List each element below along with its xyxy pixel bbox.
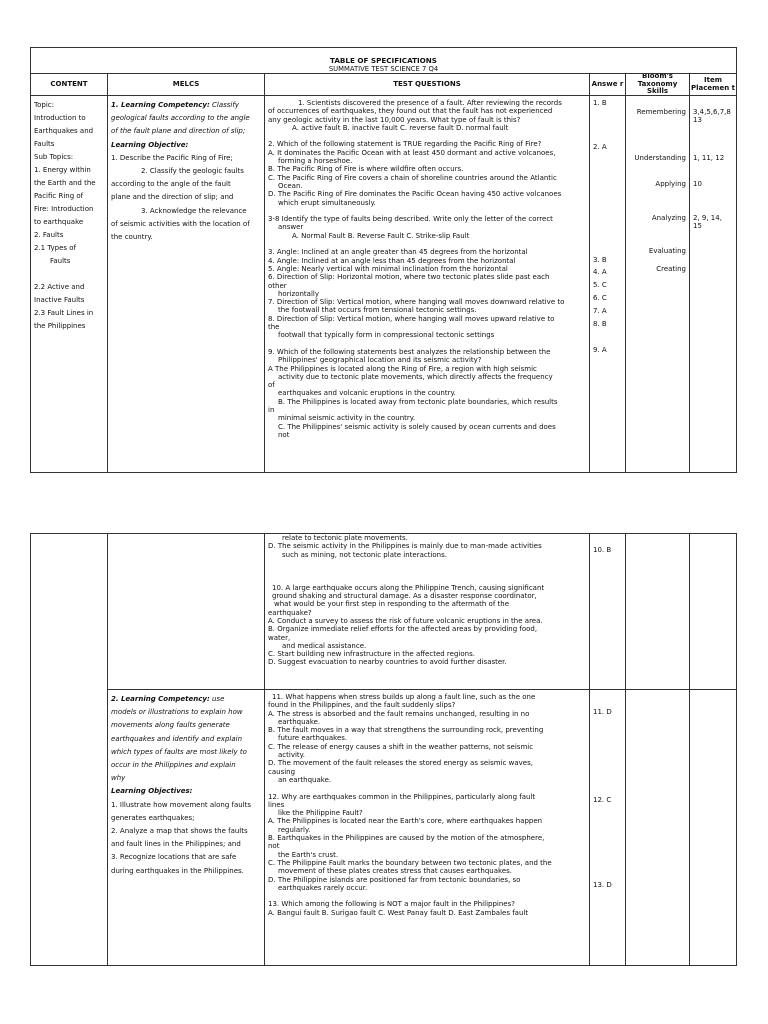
question-line: B. Earthquakes in the Philippines are caused by the motion of the atmosphere, (268, 834, 545, 843)
objective-text: of seismic activities with the location of (111, 219, 250, 228)
table-title (31, 48, 736, 74)
content-line: Inactive Faults (34, 296, 85, 304)
question-line: earthquake? (268, 608, 312, 617)
subtitle-text: SUMMATIVE TEST SCIENCE 7 Q4 (328, 65, 439, 73)
question-line: A. active fault B. inactive fault C. reverse fault D. normal fault (292, 123, 509, 132)
melcs-column-p2 (108, 534, 265, 965)
content-line: 2. Faults (34, 231, 64, 239)
answer-3: 3. B (593, 256, 607, 264)
answer-2: 2. A (593, 143, 607, 151)
question-line: and medical assistance. (282, 641, 367, 650)
content-line: the Philippines (34, 322, 86, 330)
content-line: 2.3 Fault Lines in (34, 309, 94, 317)
answer-column (590, 74, 626, 472)
objective-text: according to the angle of the fault (111, 180, 231, 189)
question-line: 1. Scientists discovered the presence of a fault. After reviewing the records (298, 99, 562, 107)
answer-8: 8. B (593, 320, 607, 328)
question-line: of (268, 381, 275, 390)
question-line: B. The Philippines is located away from tectonic plate boundaries, which results (278, 397, 558, 406)
content-line: Fire: Introduction (34, 205, 94, 213)
content-line: Pacific Ring of (34, 192, 84, 200)
question-line: C. Start building new infrastructure in the affected regions. (268, 650, 475, 659)
question-line: 3. Angle: Inclined at an angle greater than 45 degrees from the horizontal (268, 248, 528, 257)
objective-text: 2. Classify the geologic faults (141, 167, 244, 176)
bloom-column-p2 (626, 534, 690, 965)
bloom-understanding: Understanding (634, 154, 686, 162)
question-line: lines (268, 800, 285, 809)
question-line: C. The Philippines' seismic activity is solely caused by ocean currents and does (278, 422, 556, 431)
answer-12: 12. C (593, 796, 612, 804)
objective-text: the country. (111, 233, 153, 242)
question-line: D. The seismic activity in the Philippines is mainly due to man-made activities (268, 542, 542, 551)
objective-text-2: 3. Recognize locations that are safe (111, 853, 237, 862)
competency-text-2: occur in the Philippines and explain (111, 761, 236, 770)
content-line: Faults (50, 257, 71, 265)
question-line: other (268, 281, 287, 290)
question-line: in (268, 405, 275, 414)
question-line: activity. (278, 751, 306, 760)
bloom-creating: Creating (656, 265, 686, 273)
objective-text-2: and fault lines in the Philippines; and (111, 840, 241, 849)
question-line: earthquake. (278, 717, 321, 726)
question-line: regularly. (278, 825, 311, 834)
question-line: footwall that typically form in compressional tectonic settings (278, 331, 495, 340)
question-line: A. The stress is absorbed and the fault remains unchanged, resulting in no (268, 709, 530, 718)
content-column-p2 (31, 534, 108, 965)
objective-text-2: during earthquakes in the Philippines. (111, 866, 244, 875)
question-line: 4. Angle: Inclined at an angle less than 45 degrees from the horizontal (268, 256, 516, 265)
question-line: forming a horseshoe. (278, 157, 353, 166)
question-line: horizontally (278, 289, 320, 298)
question-line: 9. Which of the following statements best analyzes the relationship between the (268, 347, 551, 356)
item-remembering: 3,4,5,6,7,8 13 (693, 108, 731, 125)
objective-text: 3. Acknowledge the relevance (141, 206, 247, 215)
question-line (268, 559, 586, 567)
content-line: Introduction to (34, 114, 86, 122)
item-analyzing: 2, 9, 14, 15 (693, 214, 722, 231)
question-line: the Earth's crust. (278, 850, 339, 859)
question-line (268, 567, 586, 575)
competency-label-2: 2. Learning Competency: (111, 695, 210, 703)
question-line: B. Organize immediate relief efforts for the affected areas by providing food, (268, 625, 538, 634)
content-line: 1. Energy within (34, 166, 91, 174)
question-line (268, 340, 586, 348)
header-melcs: MELCS (108, 74, 264, 96)
question-line: 10. A large earthquake occurs along the Philippine Trench, causing significant (272, 583, 545, 592)
header-bloom: Bloom's Taxonomy Skills (626, 74, 689, 96)
content-line: to earthquake (34, 218, 84, 226)
objective-text: plane and the direction of slip; and (111, 193, 234, 202)
answer-6: 6. C (593, 294, 607, 302)
question-line (268, 892, 586, 900)
question-line: activity due to tectonic plate movements, which directly affects the frequency (278, 372, 553, 381)
item-column-p2 (690, 534, 736, 965)
question-line: not (278, 430, 290, 439)
content-line: 2.2 Active and (34, 283, 85, 291)
melcs-column (108, 74, 265, 472)
content-line (34, 268, 104, 281)
bloom-evaluating: Evaluating (648, 247, 686, 255)
question-line: causing (268, 767, 296, 776)
objective-text: 1. Describe the Pacific Ring of Fire; (111, 153, 233, 162)
answer-7: 7. A (593, 307, 607, 315)
question-line: the (268, 323, 280, 332)
question-line: like the Philippine Fault? (278, 809, 363, 818)
questions-cell-p2b (265, 690, 589, 917)
competency-text-2: earthquakes and identify and explain (111, 734, 243, 743)
question-line (268, 132, 586, 140)
question-line: not (268, 842, 280, 851)
questions-column (265, 74, 590, 472)
question-line: B. The Pacific Ring of Fire is where wildfire often occurs. (268, 165, 464, 174)
competency-text-2: use (209, 695, 225, 703)
title-text: TABLE OF SPECIFICATIONS (330, 56, 437, 65)
question-line: C. The Philippine Fault marks the boundary between two tectonic plates, and the (268, 858, 552, 867)
objective-text-2: 2. Analyze a map that shows the faults (111, 827, 248, 836)
question-line: C. The release of energy causes a shift in the weather patterns, not seismic (268, 742, 534, 751)
question-line: which erupt simultaneously. (278, 198, 376, 207)
answer-13: 13. D (593, 881, 612, 889)
content-line: Sub Topics: (34, 153, 74, 161)
bloom-remembering: Remembering (636, 108, 686, 116)
toc-page-2 (30, 533, 737, 966)
question-line: ground shaking and structural damage. As a disaster response coordinator, (272, 592, 537, 601)
question-line: 3-8 Identify the type of faults being described. Write only the letter of the correct (268, 215, 553, 224)
question-line: D. The movement of the fault releases the stored energy as seismic waves, (268, 759, 533, 768)
question-line (268, 207, 586, 215)
bloom-applying: Applying (655, 180, 686, 188)
question-line (268, 575, 586, 583)
melcs-cell-p2 (108, 690, 264, 878)
question-line: 7. Direction of Slip: Vertical motion, where hanging wall moves downward relative to (268, 298, 565, 307)
question-line: B. The fault moves in a way that strengthens the surrounding rock, preventing (268, 726, 544, 735)
question-line: A. It dominates the Pacific Ocean with at least 450 dormant and active volcanoes, (268, 148, 556, 157)
question-line: answer (278, 223, 304, 232)
question-line (268, 784, 586, 792)
question-line (268, 240, 586, 248)
question-line: earthquakes rarely occur. (278, 883, 368, 892)
question-line: such as mining, not tectonic plate interactions. (282, 550, 447, 559)
competency-text-2: models or illustrations to explain how (111, 708, 243, 717)
melcs-cell (108, 96, 264, 244)
question-line: A The Philippines is located along the Ring of Fire, a region with high seismic (268, 364, 537, 373)
question-line: 12. Why are earthquakes common in the Philippines, particularly along fault (268, 792, 536, 801)
questions-column-p2 (265, 534, 590, 965)
question-line: relate to tectonic plate movements. (282, 534, 408, 542)
competency-text: of the fault plane and direction of slip; (111, 127, 246, 136)
question-line: D. Suggest evacuation to nearby countries to avoid further disaster. (268, 658, 507, 667)
objective-label: Learning Objective: (111, 140, 189, 149)
question-line: Ocean. (278, 181, 303, 190)
answer-cell (590, 96, 625, 354)
question-line: future earthquakes. (278, 734, 348, 743)
question-line: A. The Philippines is located near the Earth's core, where earthquakes happen (268, 817, 543, 826)
content-line: the Earth and the (34, 179, 96, 187)
questions-cell-p2a (265, 534, 589, 667)
competency-text: Classify (209, 101, 239, 109)
question-line: 11. What happens when stress builds up along a fault line, such as the one (272, 693, 536, 701)
question-line: of occurrences of earthquakes, they found out that the fault has not experienced (268, 107, 553, 116)
answer-4: 4. A (593, 268, 607, 276)
competency-text: geological faults according to the angle (111, 114, 250, 123)
question-line: 5. Angle: Nearly vertical with minimal inclination from the horizontal (268, 264, 508, 273)
question-line: 6. Direction of Slip: Horizontal motion, where two tectonic plates slide past each (268, 273, 550, 282)
item-applying: 10 (693, 180, 702, 188)
question-line: Philippines' geographical location and its seismic activity? (278, 356, 482, 365)
question-line: D. The Philippine islands are positioned far from tectonic boundaries, so (268, 875, 521, 884)
objective-text-2: 1. Illustrate how movement along faults (111, 800, 252, 809)
answer-column-p2 (590, 534, 626, 965)
bloom-column (626, 74, 690, 472)
header-content: CONTENT (31, 74, 107, 96)
answer-5: 5. C (593, 281, 607, 289)
question-line: 8. Direction of Slip: Vertical motion, where hanging wall moves upward relative to (268, 314, 555, 323)
header-questions: TEST QUESTIONS (265, 74, 589, 96)
question-line: any geologic activity in the last 10,000 years. What type of fault is this? (268, 115, 521, 124)
question-line: D. The Pacific Ring of Fire dominates the Pacific Ocean having 450 active volcanoes (268, 190, 562, 199)
item-understanding: 1, 11, 12 (693, 154, 725, 162)
content-line: Earthquakes and (34, 127, 94, 135)
objective-text-2: generates earthquakes; (111, 813, 195, 822)
question-line: what would be your first step in responding to the aftermath of the (274, 600, 510, 609)
question-line: earthquakes and volcanic eruptions in the country. (278, 389, 456, 398)
competency-text-2: which types of faults are most likely to (111, 747, 247, 756)
question-line: A. Bangui fault B. Surigao fault C. West Panay fault D. East Zambales fault (268, 908, 529, 917)
content-line: Topic: (34, 101, 54, 109)
competency-label: 1. Learning Competency: (111, 101, 210, 109)
header-answer: Answe r (590, 74, 625, 96)
competency-text-2: movements along faults generate (111, 721, 230, 730)
item-column (690, 74, 736, 472)
answer-9: 9. A (593, 346, 607, 354)
question-line: A. Conduct a survey to assess the risk of future volcanic eruptions in the area. (268, 616, 543, 625)
question-line: minimal seismic activity in the country. (278, 414, 416, 423)
question-line: 2. Which of the following statement is TRUE regarding the Pacific Ring of Fire? (268, 140, 542, 149)
header-item: Item Placemen t (690, 74, 736, 96)
question-line: found in the Philippines, and the fault suddenly slips? (268, 701, 456, 710)
question-line: A. Normal Fault B. Reverse Fault C. Strike-slip Fault (292, 231, 470, 240)
question-line: water, (268, 633, 291, 642)
bloom-analyzing: Analyzing (651, 214, 686, 222)
content-line: Faults (34, 140, 55, 148)
content-column (31, 74, 108, 472)
toc-page-1 (30, 47, 737, 473)
question-line: 13. Which among the following is NOT a major fault in the Philippines? (268, 900, 515, 909)
answer-11: 11. D (593, 708, 612, 716)
question-line: the footwall that occurs from tensional tectonic settings. (278, 306, 477, 315)
question-line: movement of these plates creates stress that causes earthquakes. (278, 867, 513, 876)
answer-1: 1. B (593, 99, 607, 107)
question-line: C. The Pacific Ring of Fire covers a chain of shoreline countries around the Atlantic (268, 173, 557, 182)
objective-label-2: Learning Objectives: (111, 787, 193, 796)
content-line: 2.1 Types of (34, 244, 77, 252)
question-line: an earthquake. (278, 775, 332, 784)
content-cell (31, 96, 107, 333)
competency-text-2: why (111, 774, 126, 783)
answer-10: 10. B (593, 546, 612, 554)
questions-cell (265, 96, 589, 439)
